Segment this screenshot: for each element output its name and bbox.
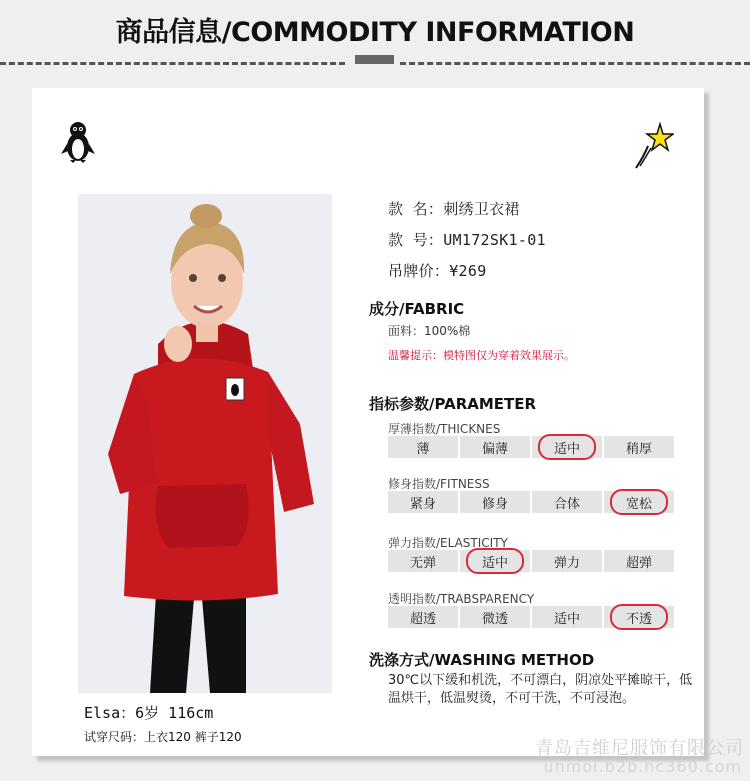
param-row-elasticity <box>388 550 674 572</box>
param-row-thickness <box>388 436 674 458</box>
washing-title: 洗涤方式/WASHING METHOD <box>369 651 595 669</box>
model-size-info: 试穿尺码：上衣120 裤子120 <box>84 730 242 744</box>
model-photo <box>78 194 332 693</box>
info-card <box>32 88 704 756</box>
param-option: 微透 <box>460 606 530 628</box>
param-row-fitness <box>388 491 674 513</box>
watermark-company: 青岛吉维尼服饰有限公司 <box>535 738 744 759</box>
param-row-transparency <box>388 606 674 628</box>
param-option: 紧身 <box>388 491 458 513</box>
product-name: 款 名：刺绣卫衣裙 <box>388 200 520 218</box>
product-code: 款 号：UM172SK1-01 <box>388 231 546 249</box>
param-label: 厚薄指数/THICKNES <box>388 422 501 436</box>
divider-bar <box>355 55 394 64</box>
shooting-star-icon <box>634 122 674 170</box>
param-option-selected: 宽松 <box>604 491 674 513</box>
parameter-title: 指标参数/PARAMETER <box>369 395 537 413</box>
param-label: 弹力指数/ELASTICITY <box>388 536 508 550</box>
watermark-site: uhmoi.b2b.hc360.com <box>543 757 742 776</box>
washing-text: 30℃以下缓和机洗，不可漂白，阴凉处平摊晾干，低温烘干，低温熨烫，不可干洗，不可浸泡。 <box>388 673 693 706</box>
divider-left <box>0 62 345 65</box>
param-option: 适中 <box>532 606 602 628</box>
param-option: 偏薄 <box>460 436 530 458</box>
model-info: Elsa：6岁 116cm <box>84 704 214 722</box>
param-option: 合体 <box>532 491 602 513</box>
param-option: 薄 <box>388 436 458 458</box>
fabric-material: 面料：100%棉 <box>388 324 471 338</box>
param-option-selected: 适中 <box>460 550 530 572</box>
param-option: 稍厚 <box>604 436 674 458</box>
param-option: 无弹 <box>388 550 458 572</box>
fabric-title: 成分/FABRIC <box>369 300 465 318</box>
param-option: 修身 <box>460 491 530 513</box>
page-title: 商品信息/COMMODITY INFORMATION <box>115 17 635 48</box>
header <box>0 0 750 95</box>
param-option: 弹力 <box>532 550 602 572</box>
param-option: 超弹 <box>604 550 674 572</box>
notice-text: 温馨提示：模特图仅为穿着效果展示。 <box>388 349 575 362</box>
param-label: 透明指数/TRABSPARENCY <box>388 592 535 606</box>
product-price: 吊牌价：¥269 <box>388 262 487 280</box>
divider-right <box>400 62 750 65</box>
param-option-selected: 适中 <box>532 436 602 458</box>
param-option-selected: 不透 <box>604 606 674 628</box>
penguin-icon <box>60 120 96 164</box>
param-label: 修身指数/FITNESS <box>388 477 490 491</box>
param-option: 超透 <box>388 606 458 628</box>
